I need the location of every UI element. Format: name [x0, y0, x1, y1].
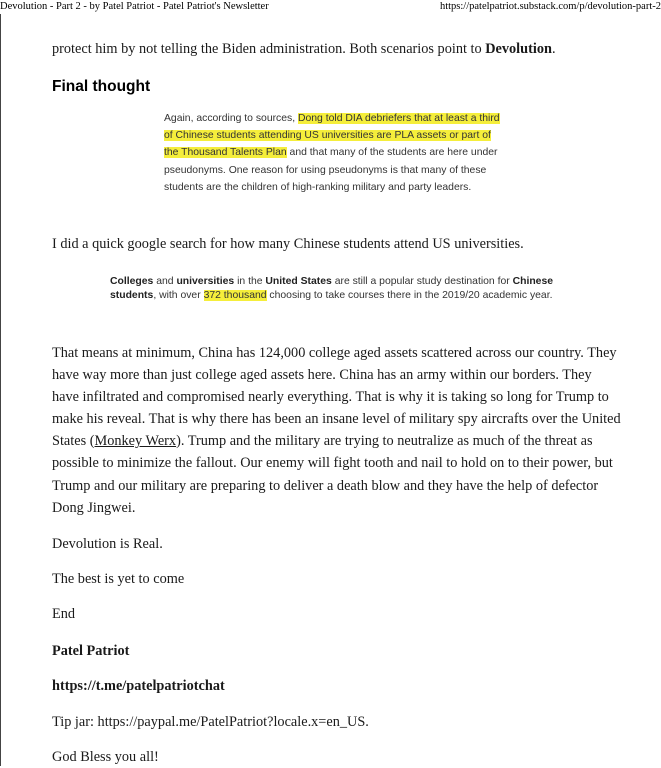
- end-line: End: [52, 606, 76, 622]
- print-header: [0, 0, 661, 14]
- monkey-werx-link[interactable]: Monkey Werx: [94, 433, 177, 450]
- q2-highlight: 372 thousand: [203, 289, 267, 301]
- intro-paragraph: [52, 38, 622, 60]
- q2-text: in the: [234, 276, 266, 287]
- intro-text: protect him by not telling the Biden administration. Both scenarios point to: [52, 41, 486, 57]
- author-name: Patel Patriot: [52, 643, 130, 659]
- search-paragraph: I did a quick google search for how many Chinese students attend US universities.: [52, 236, 524, 252]
- quote1-highlight: Dong told DIA debriefers that at least a third of Chinese students attending US universities are PLA assets or part of the Thousand Talents Plan: [164, 113, 500, 159]
- q2-text: and: [153, 276, 177, 287]
- quote-image-2: [110, 275, 580, 302]
- q2-bold-students: Chinese students: [110, 276, 554, 301]
- devolution-real-line: Devolution is Real.: [52, 536, 163, 552]
- closing-line: God Bless you all!: [52, 749, 159, 765]
- quote-image-1: [164, 110, 504, 196]
- main-paragraph: [52, 342, 622, 519]
- section-heading: Final thought: [52, 78, 151, 95]
- main-text-before: That means at minimum, China has 124,000 college aged assets scattered across our country. They have way more than just college aged assets here. China has an army within our borders. They have infiltrated and compromised nearly everything. That is why it is taking so long for Trump to make his reveal. That is why there has been an insane level of military spy aircrafts over the United States (: [52, 345, 621, 450]
- print-header-title: Devolution - Part 2 - by Patel Patriot - Patel Patriot's Newsletter: [0, 1, 269, 12]
- q2-text: are still a popular study destination for: [331, 276, 513, 287]
- telegram-link[interactable]: https://t.me/patelpatriotchat: [52, 678, 225, 694]
- q2-bold-colleges: Colleges: [110, 276, 154, 287]
- intro-bold: Devolution: [485, 41, 552, 57]
- print-header-url: https://patelpatriot.substack.com/p/devolution-part-2: [439, 1, 661, 12]
- tip-jar-line: Tip jar: https://paypal.me/PatelPatriot?locale.x=en_US.: [52, 714, 369, 730]
- main-text-after: ). Trump and the military are trying to neutralize as much of the threat as possible to minimize the fallout. Our enemy will fight tooth and nail to hold on to their power, but Trump and our military are preparing to deliver a death blow and they have the help of defector Dong Jingwei.: [52, 433, 613, 516]
- quote1-text-a: Again, according to sources,: [164, 113, 298, 124]
- quote1-text-b: and that many of the students are here under pseudonyms. One reason for using pseudonyms is that many of these students are the children of high-ranking military and party leaders.: [164, 147, 498, 193]
- q2-text: choosing to take courses there in the 2019/20 academic year.: [266, 289, 553, 301]
- page-edge-line: [0, 14, 1, 766]
- q2-text: , with over: [153, 289, 204, 301]
- best-yet-line: The best is yet to come: [52, 571, 185, 587]
- intro-end: .: [551, 41, 556, 57]
- q2-bold-us: United States: [265, 276, 332, 287]
- q2-bold-universities: universities: [176, 276, 235, 287]
